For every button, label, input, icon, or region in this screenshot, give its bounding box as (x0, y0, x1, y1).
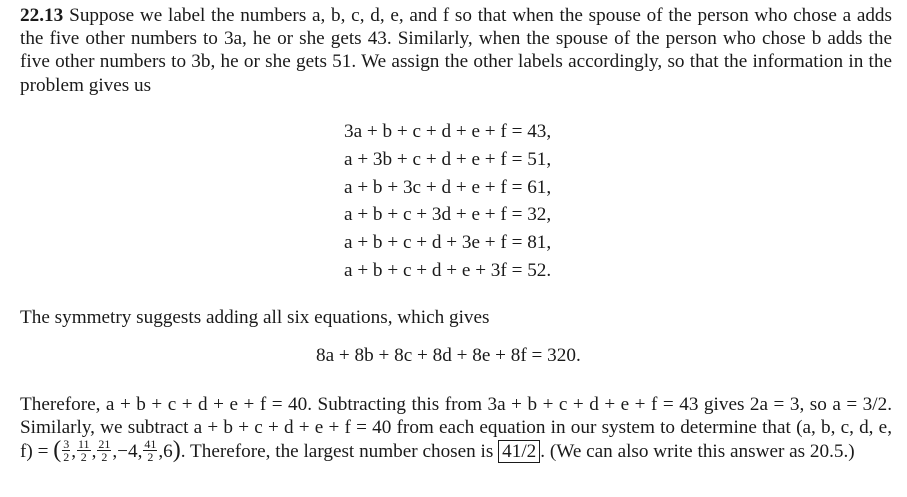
equation-line: a + b + 3c + d + e + f = 61, (344, 176, 552, 198)
equation-line: 3a + b + c + d + e + f = 43, (344, 121, 552, 142)
fraction-numerator: 41 (144, 436, 157, 451)
fraction-denominator: 2 (147, 449, 154, 464)
symmetry-paragraph: The symmetry suggests adding all six equations, which gives (20, 307, 490, 328)
equation-system (344, 118, 551, 285)
equation-line: a + b + c + 3d + e + f = 32, (344, 204, 552, 226)
equation-line: a + b + c + d + 3e + f = 81, (344, 232, 552, 254)
value-f: 6 (163, 440, 173, 462)
problem-number: 22.13 (20, 5, 64, 26)
intro-paragraph (20, 4, 892, 97)
boxed-answer: 41/2 (498, 440, 540, 463)
fraction-denominator: 2 (80, 449, 87, 464)
left-paren: ( (53, 436, 62, 463)
right-paren: ) (172, 436, 181, 463)
conclusion-text-3: . (We can also write this answer as 20.5.) (540, 440, 855, 462)
conclusion-paragraph: Therefore, a + b + c + d + e + f = 40. Subtracting this from 3a + b + c + d + e + f = 43 gives 2a = 3, so a = 3/2. Similarly, we subtract a + b + c + d + e + f = 40 from each equation in our system to determine that (a, b, c, d, e, f) = ( $\frac{3}{2}$ , $\frac{11}{2}$ , $\frac{21}{2}$ ,−4, $\frac{41}{2}$ ,6). Therefore, the largest number chosen is 41/2 . (We can also write this answer as 20.5.) (20, 394, 892, 464)
fraction-numerator: 3 (63, 436, 70, 451)
fraction-b (77, 438, 91, 463)
fraction-e (143, 438, 157, 463)
fraction-numerator: 11 (78, 436, 90, 451)
fraction-numerator: 21 (98, 436, 111, 451)
equation-line: a + b + c + d + e + 3f = 52. (344, 259, 552, 281)
intro-text: Suppose we label the numbers a, b, c, d, e, and f so that when the spouse of the person who chose a adds the five other numbers to 3a, he or she gets 43. Similarly, when the spouse of the person who chose b adds the five other numbers to 3b, he or she gets 51. We assign the other labels accordingly, so that the information in the problem gives us (20, 5, 892, 96)
fraction-denominator: 2 (101, 449, 108, 464)
fraction-a (62, 438, 70, 463)
value-d: −4 (117, 440, 138, 462)
fraction-denominator: 2 (63, 449, 70, 464)
sum-equation: 8a + 8b + 8c + 8d + 8e + 8f = 320. (316, 345, 581, 366)
equation-line: a + 3b + c + d + e + f = 51, (344, 148, 552, 170)
conclusion-text-1: Therefore, a + b + c + d + e + f = 40. Subtracting this from 3a + b + c + d + e + f = 43 gives 2a = 3, so a = 3/2. Similarly, we subtract a + b + c + d + e + f = 40 from each equation in our system to determine that (a, b, c, d, e, f) = (20, 394, 892, 462)
conclusion-text-2: . Therefore, the largest number chosen is (180, 440, 494, 462)
fraction-c (97, 438, 111, 463)
